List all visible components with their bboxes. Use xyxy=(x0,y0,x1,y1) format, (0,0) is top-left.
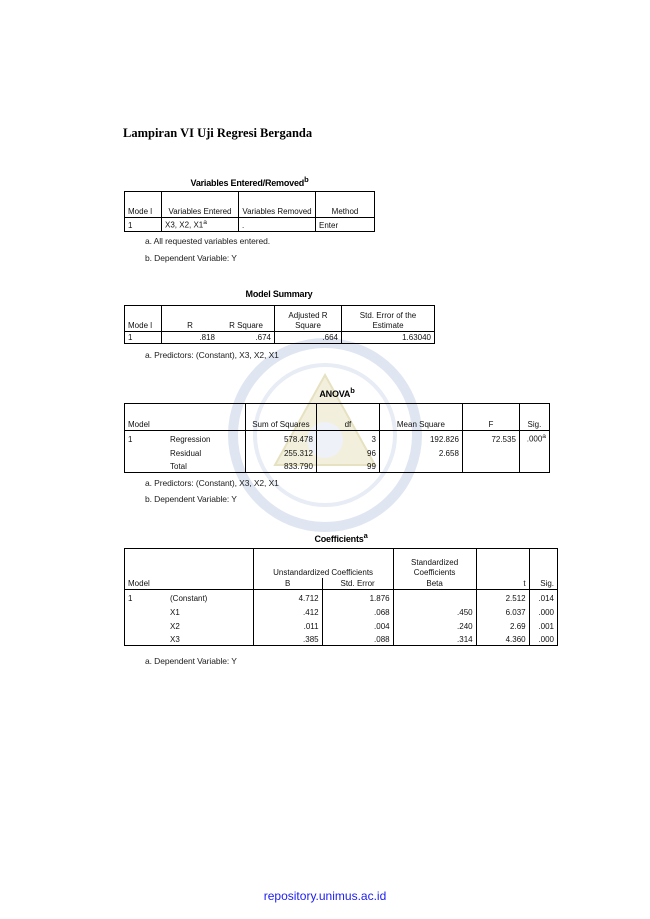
anova-caption: ANOVA$^b$ xyxy=(319,386,355,399)
variables-entered-caption: Variables Entered/Removed$^b$ xyxy=(190,175,309,188)
table-header-row: B Std. Error Beta xyxy=(125,578,558,590)
table-header-row: Model Sum of Squares df Mean Square F Sig. xyxy=(125,404,550,431)
coefficients-caption: Coefficients$^a$ xyxy=(314,531,368,544)
page-title: Lampiran VI Uji Regresi Berganda xyxy=(123,126,313,140)
table-note: b. Dependent Variable: Y xyxy=(145,253,237,263)
table-note: a. Predictors: (Constant), X3, X2, X1 xyxy=(145,350,279,360)
table-row: 1 .818 .674 .664 1.63040 xyxy=(125,332,435,344)
table-row: Residual 255.312 96 2.658 xyxy=(125,445,550,459)
table-note: a. All requested variables entered. xyxy=(145,236,271,246)
anova-table xyxy=(124,403,550,473)
model-summary-caption: Model Summary xyxy=(245,289,313,299)
table-row: X1 .412 .068 .450 6.037 .000 xyxy=(125,604,558,618)
table-row: X2 .011 .004 .240 2.69 .001 xyxy=(125,618,558,632)
model-summary-table xyxy=(124,305,435,344)
table-row: X3 .385 .088 .314 4.360 .000 xyxy=(125,632,558,646)
coefficients-table xyxy=(124,548,558,646)
table-row: 1 Regression 578.478 3 192.826 72.535 .000$^a$ xyxy=(125,431,550,445)
table-note: a. Predictors: (Constant), X3, X2, X1 xyxy=(145,478,279,488)
table-row: 1 (Constant) 4.712 1.876 2.512 .014 xyxy=(125,590,558,604)
repository-footer-link[interactable]: repository.unimus.ac.id xyxy=(263,889,387,903)
table-row: 1 X3, X2, X1$^a$ . Enter xyxy=(125,218,375,232)
table-header-row: Mode l R R Square Adjusted R Square Std. Error of the Estimate xyxy=(125,306,435,332)
table-note: a. Dependent Variable: Y xyxy=(145,656,237,666)
table-row: Total 833.790 99 xyxy=(125,459,550,473)
table-header-row: Mode l Variables Entered Variables Removed Method xyxy=(125,192,375,218)
table-note: b. Dependent Variable: Y xyxy=(145,494,237,504)
table-header-row: Model Unstandardized Coefficients Standardized Coefficients t Sig. xyxy=(125,549,558,578)
variables-entered-table xyxy=(124,191,375,232)
